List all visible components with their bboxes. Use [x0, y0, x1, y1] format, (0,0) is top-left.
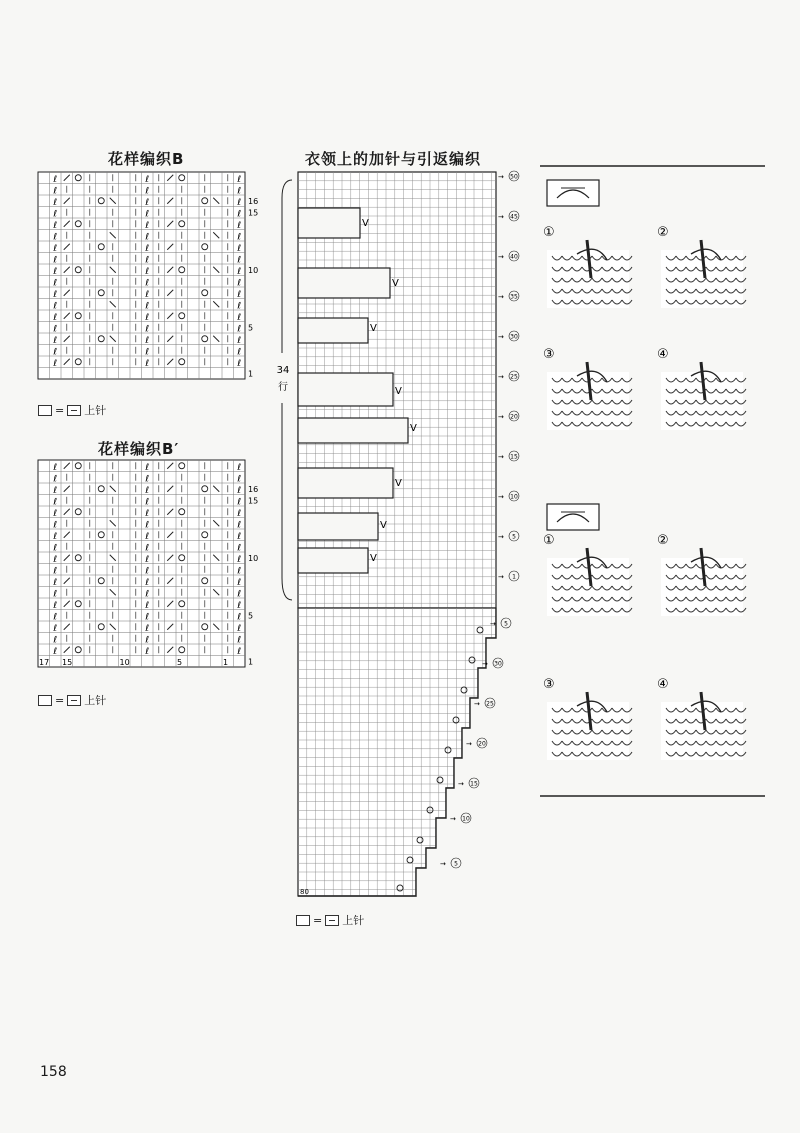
- twist-stitch-icon: ℓ: [145, 497, 150, 508]
- step-label: ③: [543, 677, 555, 692]
- arrow-icon: →: [498, 373, 504, 381]
- row-label: 16: [248, 196, 259, 206]
- short-row-notch: [298, 318, 368, 343]
- pattern-b-legend: [38, 402, 106, 418]
- twist-stitch-icon: ℓ: [53, 358, 58, 369]
- knit-swatch-icon: [661, 362, 746, 430]
- row-marker: 25: [510, 373, 518, 381]
- page-number: 158: [40, 1064, 67, 1080]
- twist-stitch-icon: ℓ: [237, 278, 242, 289]
- wrap-turn-icon: V: [395, 386, 402, 397]
- row-label: 15: [248, 208, 259, 218]
- twist-stitch-icon: ℓ: [53, 462, 58, 473]
- legend-equals: =: [55, 403, 65, 417]
- step-label: ②: [657, 533, 669, 548]
- knit-swatch-icon: [547, 362, 632, 430]
- arrow-icon: →: [498, 293, 504, 301]
- wrap-turn-icon: V: [395, 478, 402, 489]
- twist-stitch-icon: ℓ: [145, 312, 150, 323]
- row-marker: 5: [454, 860, 458, 868]
- side-label-unit: 行: [278, 382, 288, 393]
- row-marker: 35: [510, 293, 518, 301]
- twist-stitch-icon: ℓ: [53, 289, 58, 300]
- twist-stitch-icon: ℓ: [237, 255, 242, 266]
- twist-stitch-icon: ℓ: [145, 612, 150, 623]
- arrow-icon: →: [474, 700, 480, 708]
- twist-stitch-icon: ℓ: [53, 589, 58, 600]
- column-label: 17: [39, 658, 50, 667]
- chart-pattern-b: [38, 172, 268, 392]
- twist-stitch-icon: ℓ: [145, 347, 150, 358]
- twist-stitch-icon: ℓ: [145, 474, 150, 485]
- twist-stitch-icon: ℓ: [53, 543, 58, 554]
- legend-label: 上针: [342, 914, 365, 927]
- twist-stitch-icon: ℓ: [237, 508, 242, 519]
- twist-stitch-icon: ℓ: [145, 508, 150, 519]
- chart-pattern-b-prime: [38, 460, 268, 680]
- twist-stitch-icon: ℓ: [237, 197, 242, 208]
- short-row-notch: [298, 373, 393, 406]
- twist-stitch-icon: ℓ: [237, 266, 242, 277]
- twist-stitch-icon: ℓ: [237, 531, 242, 542]
- row-marker: 50: [510, 173, 518, 181]
- knitting-illustrations: [535, 160, 775, 800]
- arrow-icon: →: [466, 740, 472, 748]
- twist-stitch-icon: ℓ: [237, 312, 242, 323]
- wrap-turn-icon: V: [380, 520, 387, 531]
- twist-stitch-icon: ℓ: [53, 623, 58, 634]
- step-label: ①: [543, 225, 555, 240]
- twist-stitch-icon: ℓ: [145, 301, 150, 312]
- twist-stitch-icon: ℓ: [53, 474, 58, 485]
- row-marker: 1: [512, 573, 516, 581]
- twist-stitch-icon: ℓ: [145, 186, 150, 197]
- purl-square-icon: [325, 915, 339, 926]
- row-label: 16: [248, 484, 259, 494]
- twist-stitch-icon: ℓ: [237, 577, 242, 588]
- short-row-notch: [298, 418, 408, 443]
- row-marker: 5: [512, 533, 516, 541]
- row-label: 10: [248, 553, 259, 563]
- twist-stitch-icon: ℓ: [53, 635, 58, 646]
- row-label: 5: [248, 611, 254, 621]
- row-marker: 15: [510, 453, 518, 461]
- arrow-icon: →: [498, 573, 504, 581]
- twist-stitch-icon: ℓ: [53, 255, 58, 266]
- purl-square-icon: [67, 695, 81, 706]
- purl-square-icon: [67, 405, 81, 416]
- twist-stitch-icon: ℓ: [145, 543, 150, 554]
- column-label: 10: [119, 658, 130, 667]
- step-label: ①: [543, 533, 555, 548]
- twist-stitch-icon: ℓ: [53, 312, 58, 323]
- short-row-notch: [298, 268, 390, 298]
- short-row-notch: [298, 513, 378, 540]
- arrow-icon: →: [490, 620, 496, 628]
- knit-swatch-icon: [547, 692, 632, 760]
- twist-stitch-icon: ℓ: [145, 462, 150, 473]
- twist-stitch-icon: ℓ: [53, 278, 58, 289]
- twist-stitch-icon: ℓ: [237, 347, 242, 358]
- collar-title: 衣领上的加针与引返编织: [305, 150, 482, 168]
- twist-stitch-icon: ℓ: [53, 554, 58, 565]
- twist-stitch-icon: ℓ: [237, 301, 242, 312]
- twist-stitch-icon: ℓ: [237, 289, 242, 300]
- arrow-icon: →: [458, 780, 464, 788]
- row-label: 10: [248, 265, 259, 275]
- twist-stitch-icon: ℓ: [145, 600, 150, 611]
- column-label: 15: [62, 658, 73, 667]
- twist-stitch-icon: ℓ: [237, 174, 242, 185]
- blank-square-icon: [296, 915, 310, 926]
- legend-equals: =: [313, 913, 323, 927]
- twist-stitch-icon: ℓ: [145, 554, 150, 565]
- twist-stitch-icon: ℓ: [53, 266, 58, 277]
- arrow-icon: →: [498, 453, 504, 461]
- pattern-b-title: 花样编织B: [108, 150, 185, 168]
- bracket-gap: [276, 353, 290, 403]
- twist-stitch-icon: ℓ: [237, 462, 242, 473]
- twist-stitch-icon: ℓ: [53, 220, 58, 231]
- twist-stitch-icon: ℓ: [53, 232, 58, 243]
- row-marker: 5: [504, 620, 508, 628]
- twist-stitch-icon: ℓ: [237, 232, 242, 243]
- twist-stitch-icon: ℓ: [53, 508, 58, 519]
- knit-swatch-icon: [547, 548, 632, 616]
- row-marker: 45: [510, 213, 518, 221]
- arrow-icon: →: [498, 413, 504, 421]
- twist-stitch-icon: ℓ: [237, 243, 242, 254]
- twist-stitch-icon: ℓ: [237, 324, 242, 335]
- collar-chart: [278, 168, 540, 903]
- row-marker: 10: [462, 815, 470, 823]
- row-label: 1: [248, 657, 254, 667]
- twist-stitch-icon: ℓ: [145, 531, 150, 542]
- twist-stitch-icon: ℓ: [237, 186, 242, 197]
- twist-stitch-icon: ℓ: [53, 566, 58, 577]
- twist-stitch-icon: ℓ: [237, 474, 242, 485]
- arrow-icon: →: [498, 333, 504, 341]
- arrow-icon: →: [450, 815, 456, 823]
- row-marker: 30: [494, 660, 502, 668]
- twist-stitch-icon: ℓ: [237, 566, 242, 577]
- twist-stitch-icon: ℓ: [237, 623, 242, 634]
- arrow-icon: →: [498, 493, 504, 501]
- twist-stitch-icon: ℓ: [237, 335, 242, 346]
- pattern-b-prime-title: 花样编织B′: [98, 440, 180, 458]
- wrap-turn-icon: V: [392, 278, 399, 289]
- step-label: ②: [657, 225, 669, 240]
- twist-stitch-icon: ℓ: [145, 197, 150, 208]
- twist-stitch-icon: ℓ: [145, 635, 150, 646]
- short-row-notch: [298, 208, 360, 238]
- twist-stitch-icon: ℓ: [53, 520, 58, 531]
- twist-stitch-icon: ℓ: [237, 543, 242, 554]
- short-row-notch: [298, 468, 393, 498]
- twist-stitch-icon: ℓ: [145, 209, 150, 220]
- wrap-turn-icon: V: [362, 218, 369, 229]
- twist-stitch-icon: ℓ: [145, 577, 150, 588]
- twist-stitch-icon: ℓ: [145, 278, 150, 289]
- twist-stitch-icon: ℓ: [53, 612, 58, 623]
- arrow-icon: →: [498, 173, 504, 181]
- twist-stitch-icon: ℓ: [53, 497, 58, 508]
- twist-stitch-icon: ℓ: [53, 174, 58, 185]
- twist-stitch-icon: ℓ: [145, 335, 150, 346]
- knit-swatch-icon: [661, 692, 746, 760]
- knit-swatch-icon: [661, 548, 746, 616]
- twist-stitch-icon: ℓ: [145, 174, 150, 185]
- twist-stitch-icon: ℓ: [53, 324, 58, 335]
- twist-stitch-icon: ℓ: [53, 646, 58, 657]
- arrow-icon: →: [440, 860, 446, 868]
- twist-stitch-icon: ℓ: [145, 232, 150, 243]
- twist-stitch-icon: ℓ: [53, 335, 58, 346]
- blank-square-icon: [38, 695, 52, 706]
- arrow-icon: →: [482, 660, 488, 668]
- twist-stitch-icon: ℓ: [237, 220, 242, 231]
- side-label-rows: 34: [276, 365, 290, 376]
- wrap-turn-icon: V: [370, 553, 377, 564]
- twist-stitch-icon: ℓ: [237, 485, 242, 496]
- twist-stitch-icon: ℓ: [145, 255, 150, 266]
- twist-stitch-icon: ℓ: [53, 347, 58, 358]
- twist-stitch-icon: ℓ: [53, 577, 58, 588]
- twist-stitch-icon: ℓ: [145, 289, 150, 300]
- row-marker: 25: [486, 700, 494, 708]
- twist-stitch-icon: ℓ: [53, 186, 58, 197]
- step-label: ④: [657, 347, 669, 362]
- twist-stitch-icon: ℓ: [237, 589, 242, 600]
- twist-stitch-icon: ℓ: [53, 531, 58, 542]
- twist-stitch-icon: ℓ: [145, 220, 150, 231]
- twist-stitch-icon: ℓ: [145, 358, 150, 369]
- twist-stitch-icon: ℓ: [145, 243, 150, 254]
- row-label: 5: [248, 323, 254, 333]
- row-marker: 20: [478, 740, 486, 748]
- row-marker: 20: [510, 413, 518, 421]
- twist-stitch-icon: ℓ: [237, 520, 242, 531]
- twist-stitch-icon: ℓ: [145, 646, 150, 657]
- arrow-icon: →: [498, 533, 504, 541]
- row-marker: 10: [510, 493, 518, 501]
- twist-stitch-icon: ℓ: [53, 301, 58, 312]
- twist-stitch-icon: ℓ: [237, 209, 242, 220]
- blank-square-icon: [38, 405, 52, 416]
- twist-stitch-icon: ℓ: [145, 324, 150, 335]
- arrow-icon: →: [498, 213, 504, 221]
- wrap-turn-icon: V: [370, 323, 377, 334]
- arrow-icon: →: [498, 253, 504, 261]
- twist-stitch-icon: ℓ: [237, 358, 242, 369]
- twist-stitch-icon: ℓ: [145, 566, 150, 577]
- twist-stitch-icon: ℓ: [145, 520, 150, 531]
- twist-stitch-icon: ℓ: [53, 243, 58, 254]
- twist-stitch-icon: ℓ: [237, 612, 242, 623]
- legend-label: 上针: [84, 694, 107, 707]
- twist-stitch-icon: ℓ: [145, 266, 150, 277]
- column-label: 5: [177, 658, 183, 667]
- legend-label: 上针: [84, 404, 107, 417]
- twist-stitch-icon: ℓ: [145, 485, 150, 496]
- legend-equals: =: [55, 693, 65, 707]
- knit-swatch-icon: [547, 240, 632, 308]
- bottom-label: 80: [300, 888, 309, 896]
- row-marker: 15: [470, 780, 478, 788]
- twist-stitch-icon: ℓ: [53, 600, 58, 611]
- twist-stitch-icon: ℓ: [237, 554, 242, 565]
- symbol-box: [547, 180, 599, 206]
- symbol-box: [547, 504, 599, 530]
- step-label: ③: [543, 347, 555, 362]
- twist-stitch-icon: ℓ: [145, 623, 150, 634]
- pattern-b-prime-legend: [38, 692, 106, 708]
- collar-legend: [296, 912, 364, 928]
- twist-stitch-icon: ℓ: [53, 485, 58, 496]
- column-label: 1: [223, 658, 229, 667]
- row-label: 1: [248, 369, 254, 379]
- step-label: ④: [657, 677, 669, 692]
- short-row-notch: [298, 548, 368, 573]
- knit-swatch-icon: [661, 240, 746, 308]
- twist-stitch-icon: ℓ: [53, 209, 58, 220]
- twist-stitch-icon: ℓ: [237, 646, 242, 657]
- wrap-turn-icon: V: [410, 423, 417, 434]
- twist-stitch-icon: ℓ: [237, 497, 242, 508]
- twist-stitch-icon: ℓ: [237, 635, 242, 646]
- twist-stitch-icon: ℓ: [53, 197, 58, 208]
- row-marker: 30: [510, 333, 518, 341]
- twist-stitch-icon: ℓ: [237, 600, 242, 611]
- row-label: 15: [248, 496, 259, 506]
- twist-stitch-icon: ℓ: [145, 589, 150, 600]
- row-marker: 40: [510, 253, 518, 261]
